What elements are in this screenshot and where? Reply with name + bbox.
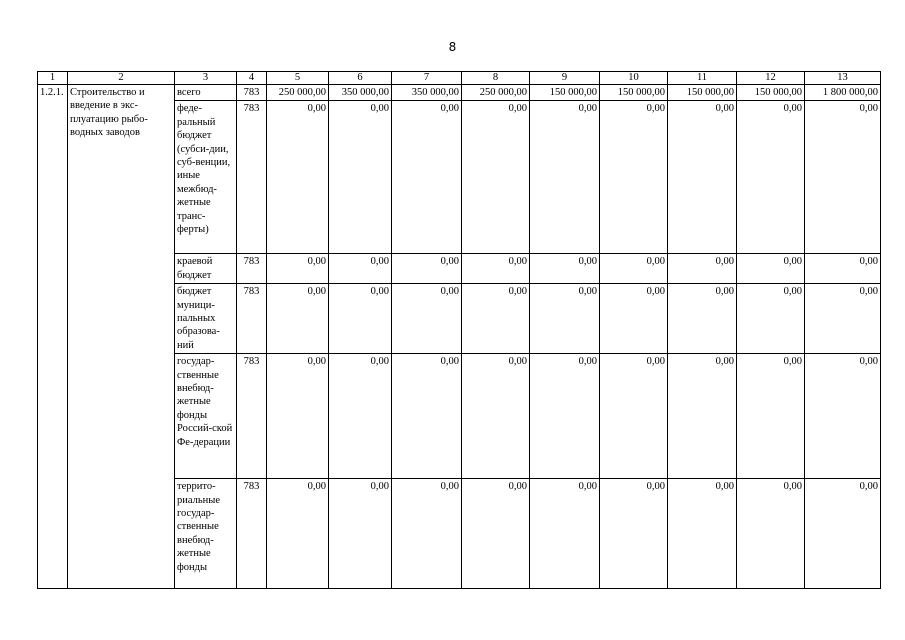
amount-cell: 0,00 — [530, 254, 600, 284]
amount-cell: 150 000,00 — [668, 85, 737, 101]
amount-cell: 0,00 — [267, 254, 329, 284]
header-cell-8: 8 — [462, 72, 530, 85]
amount-cell: 0,00 — [737, 254, 805, 284]
amount-cell: 0,00 — [462, 254, 530, 284]
amount-cell: 0,00 — [462, 354, 530, 479]
amount-cell: 0,00 — [530, 479, 600, 589]
amount-cell: 0,00 — [600, 284, 668, 354]
amount-cell: 0,00 — [600, 101, 668, 254]
amount-cell: 0,00 — [805, 284, 881, 354]
header-cell-6: 6 — [329, 72, 392, 85]
amount-cell: 0,00 — [462, 284, 530, 354]
amount-cell: 0,00 — [737, 354, 805, 479]
header-cell-5: 5 — [267, 72, 329, 85]
amount-cell: 0,00 — [530, 101, 600, 254]
amount-cell: 0,00 — [462, 101, 530, 254]
amount-cell: 1 800 000,00 — [805, 85, 881, 101]
amount-cell: 0,00 — [267, 479, 329, 589]
amount-cell: 0,00 — [530, 354, 600, 479]
budget-code: 783 — [237, 85, 267, 101]
amount-cell: 150 000,00 — [737, 85, 805, 101]
amount-cell: 0,00 — [805, 479, 881, 589]
header-cell-7: 7 — [392, 72, 462, 85]
amount-cell: 0,00 — [329, 101, 392, 254]
amount-cell: 0,00 — [329, 254, 392, 284]
budget-code: 783 — [237, 284, 267, 354]
amount-cell: 0,00 — [600, 354, 668, 479]
header-cell-11: 11 — [668, 72, 737, 85]
header-cell-9: 9 — [530, 72, 600, 85]
funding-source: краевой бюджет — [175, 254, 237, 284]
amount-cell: 0,00 — [392, 284, 462, 354]
amount-cell: 0,00 — [600, 254, 668, 284]
funding-source: террито-риальные государ-ственные внебюд-жетные фонды — [175, 479, 237, 589]
header-cell-10: 10 — [600, 72, 668, 85]
amount-cell: 0,00 — [668, 354, 737, 479]
budget-code: 783 — [237, 101, 267, 254]
amount-cell: 0,00 — [267, 354, 329, 479]
amount-cell: 150 000,00 — [530, 85, 600, 101]
amount-cell: 0,00 — [329, 284, 392, 354]
amount-cell: 350 000,00 — [392, 85, 462, 101]
amount-cell: 0,00 — [392, 254, 462, 284]
table-row — [38, 85, 881, 101]
amount-cell: 0,00 — [267, 101, 329, 254]
header-cell-3: 3 — [175, 72, 237, 85]
header-cell-12: 12 — [737, 72, 805, 85]
funding-source: всего — [175, 85, 237, 101]
amount-cell: 0,00 — [668, 101, 737, 254]
funding-source: бюджет муници-пальных образова-ний — [175, 284, 237, 354]
amount-cell: 250 000,00 — [462, 85, 530, 101]
amount-cell: 0,00 — [392, 101, 462, 254]
amount-cell: 0,00 — [668, 254, 737, 284]
amount-cell: 350 000,00 — [329, 85, 392, 101]
amount-cell: 0,00 — [737, 479, 805, 589]
amount-cell: 0,00 — [267, 284, 329, 354]
amount-cell: 0,00 — [392, 354, 462, 479]
item-number: 1.2.1. — [38, 85, 68, 589]
item-title: Строительство и введение в экс-плуатацию рыбо-водных заводов — [68, 85, 175, 589]
header-cell-2: 2 — [68, 72, 175, 85]
header-row — [38, 72, 881, 85]
amount-cell: 0,00 — [737, 101, 805, 254]
budget-code: 783 — [237, 354, 267, 479]
amount-cell: 0,00 — [392, 479, 462, 589]
amount-cell: 0,00 — [805, 254, 881, 284]
header-cell-1: 1 — [38, 72, 68, 85]
amount-cell: 0,00 — [668, 284, 737, 354]
amount-cell: 0,00 — [805, 354, 881, 479]
page-number: 8 — [448, 40, 457, 54]
header-cell-13: 13 — [805, 72, 881, 85]
amount-cell: 0,00 — [737, 284, 805, 354]
amount-cell: 0,00 — [805, 101, 881, 254]
amount-cell: 0,00 — [329, 354, 392, 479]
budget-code: 783 — [237, 254, 267, 284]
amount-cell: 0,00 — [530, 284, 600, 354]
funding-source: государ-ственные внебюд-жетные фонды Россий-ской Фе-дерации — [175, 354, 237, 479]
budget-table — [37, 71, 881, 589]
budget-code: 783 — [237, 479, 267, 589]
header-cell-4: 4 — [237, 72, 267, 85]
funding-source: феде-ральный бюджет (субси-дии, суб-венции, иные межбюд-жетные транс-ферты) — [175, 101, 237, 254]
amount-cell: 150 000,00 — [600, 85, 668, 101]
amount-cell: 0,00 — [600, 479, 668, 589]
amount-cell: 250 000,00 — [267, 85, 329, 101]
amount-cell: 0,00 — [668, 479, 737, 589]
amount-cell: 0,00 — [329, 479, 392, 589]
amount-cell: 0,00 — [462, 479, 530, 589]
